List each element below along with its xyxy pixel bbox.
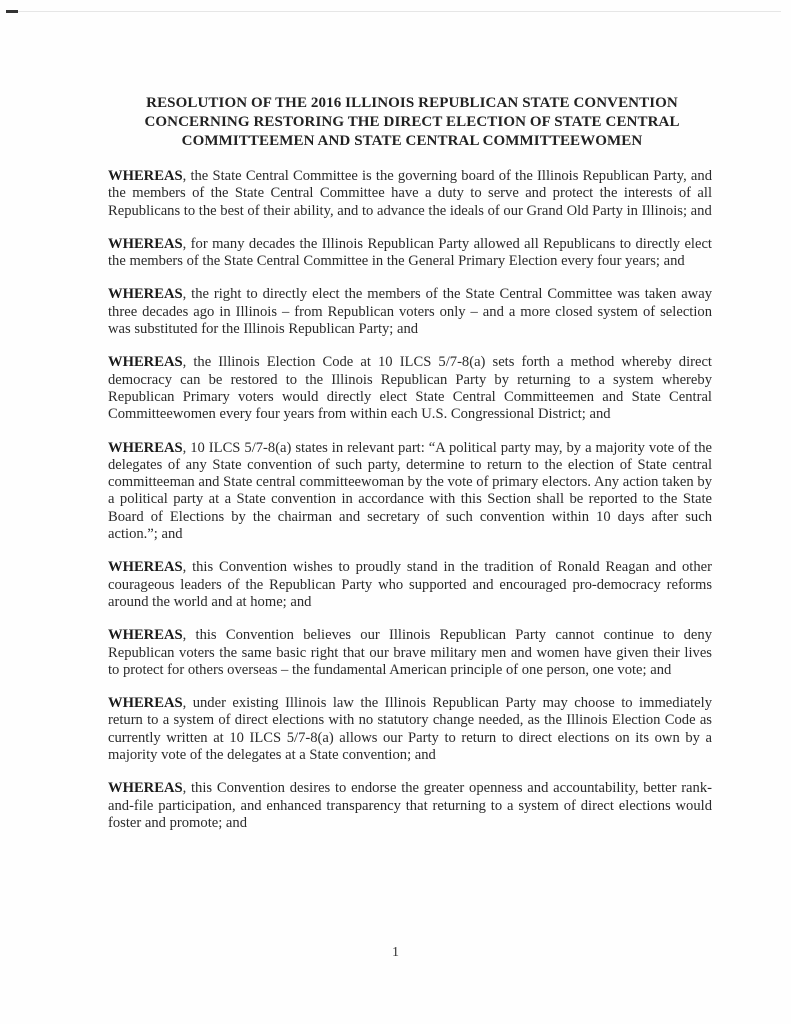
paragraph-text: , the Illinois Election Code at 10 ILCS 5/7-8(a) sets forth a method whereby direct democracy can be restored to the Illinois Republican Party by returning to a system whereby Republican Primary voters would directly elect State Central Committeemen and State Central Committeewomen every four years from within each U.S. Congressional District; and <box>108 354 712 423</box>
paragraph-text: , the right to directly elect the members of the State Central Committee was taken away three decades ago in Illinois – from Republican voters only – and a more closed system of selection was substituted for the Illinois Republican Party; and <box>108 286 712 338</box>
whereas-paragraph <box>108 559 712 611</box>
whereas-lead: WHEREAS <box>108 780 183 797</box>
paragraph-text: , 10 ILCS 5/7-8(a) states in relevant part: “A political party may, by a majority vote of the delegates of any State convention of such party, determine to return to the election of State central committeeman and State central committeewoman by the vote of primary electors. Any action taken by a political party at a State convention in accordance with this Section shall be reported to the State Board of Elections by the chairman and secretary of such convention within 10 days after such action.”; and <box>108 439 712 543</box>
whereas-lead: WHEREAS <box>108 695 183 712</box>
resolution-body <box>108 168 712 848</box>
whereas-lead: WHEREAS <box>108 627 183 644</box>
paragraph-text: , this Convention believes our Illinois Republican Party cannot continue to deny Republican voters the same basic right that our brave military men and women have given their lives to protect for others overseas – the fundamental American principle of one person, one vote; and <box>108 627 712 678</box>
title-line: CONCERNING RESTORING THE DIRECT ELECTION OF STATE CENTRAL <box>144 114 680 130</box>
resolution-title <box>100 94 724 151</box>
whereas-lead: WHEREAS <box>108 559 183 576</box>
title-line: COMMITTEEMEN AND STATE CENTRAL COMMITTEEWOMEN <box>181 133 643 149</box>
title-line: RESOLUTION OF THE 2016 ILLINOIS REPUBLICAN STATE CONVENTION <box>146 95 678 111</box>
whereas-lead: WHEREAS <box>108 168 183 184</box>
whereas-lead: WHEREAS <box>108 286 183 303</box>
whereas-lead: WHEREAS <box>108 235 183 252</box>
whereas-lead: WHEREAS <box>108 354 183 371</box>
whereas-paragraph <box>108 168 712 220</box>
whereas-paragraph <box>108 236 712 271</box>
paragraph-text: , the State Central Committee is the governing board of the Illinois Republican Party, and the members of the State Central Committee have a duty to serve and protect the interests of all Republicans to the best of their ability, and to advance the ideals of our Grand Old Party in Illinois; and <box>108 168 712 219</box>
whereas-paragraph <box>108 780 712 832</box>
whereas-paragraph <box>108 627 712 679</box>
whereas-paragraph <box>108 286 712 338</box>
scan-artifact-line <box>18 11 781 12</box>
paragraph-text: , this Convention wishes to proudly stand in the tradition of Ronald Reagan and other courageous leaders of the Republican Party who supported and encouraged pro-democracy reforms around the world and at home; and <box>108 559 712 610</box>
whereas-paragraph <box>108 354 712 423</box>
whereas-paragraph <box>108 695 712 764</box>
paragraph-text: , under existing Illinois law the Illinois Republican Party may choose to immediately return to a system of direct elections with no statutory change needed, as the Illinois Election Code as currently written at 10 ILCS 5/7-8(a) allows our Party to return to direct elections on its own by a majority vote of the delegates at a State convention; and <box>108 695 712 764</box>
paragraph-text: , this Convention desires to endorse the greater openness and accountability, better rank-and-file participation, and enhanced transparency that returning to a system of direct elections would foster and promote; and <box>108 780 712 831</box>
page-number: 1 <box>392 945 399 960</box>
whereas-paragraph <box>108 440 712 544</box>
scan-artifact-mark <box>6 10 18 13</box>
paragraph-text: , for many decades the Illinois Republican Party allowed all Republicans to directly elect the members of the State Central Committee in the General Primary Election every four years; and <box>108 235 712 270</box>
whereas-lead: WHEREAS <box>108 439 183 456</box>
